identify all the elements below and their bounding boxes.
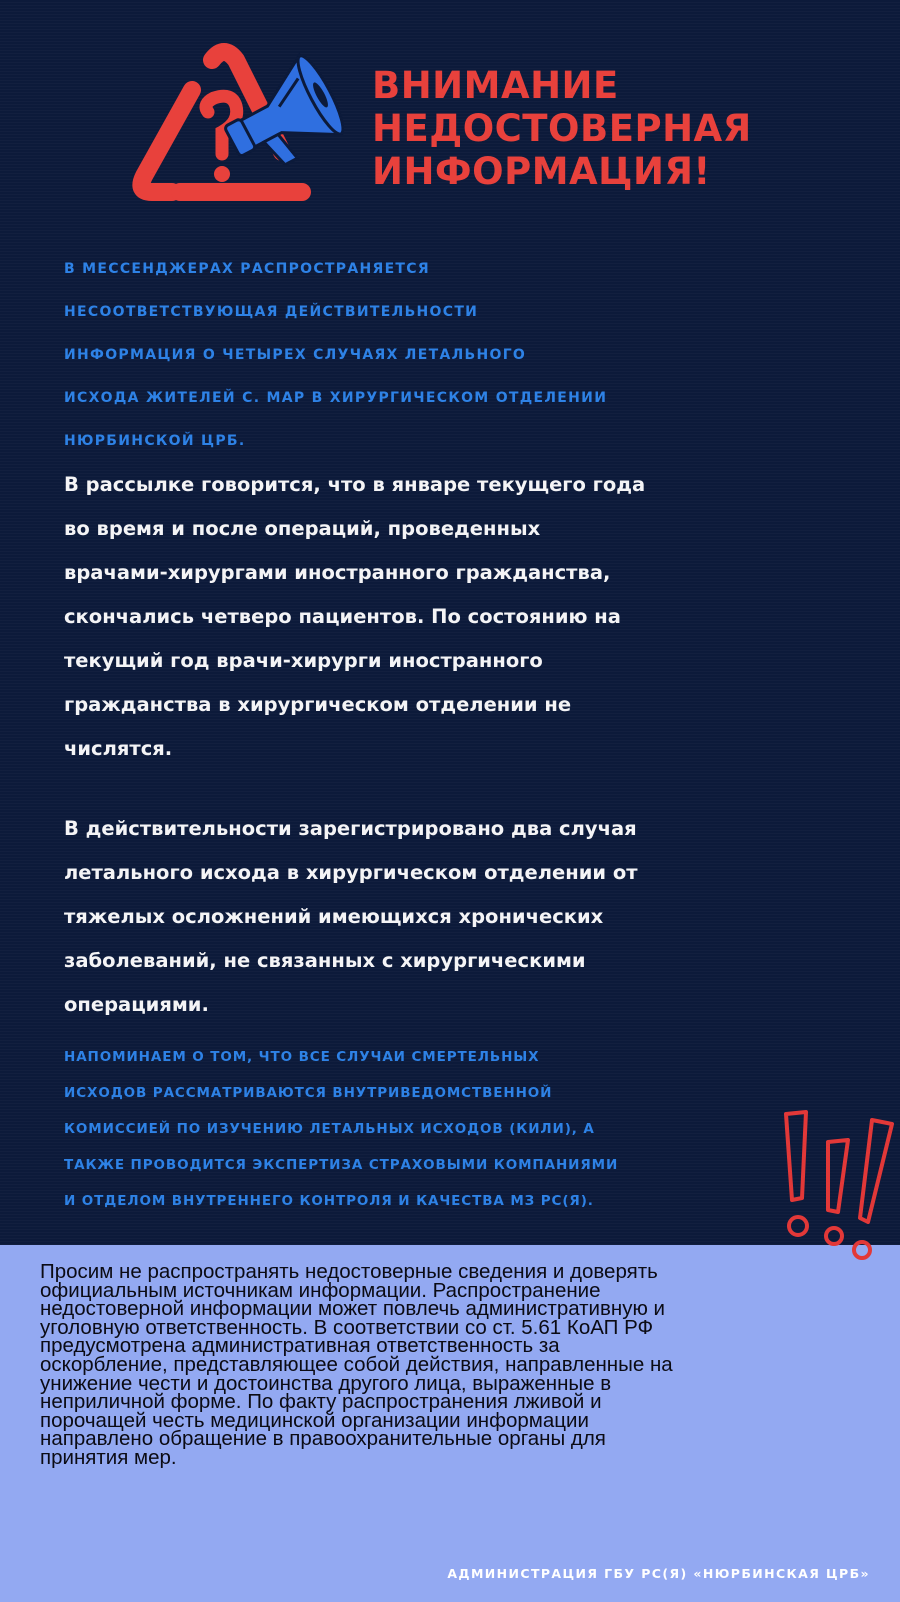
claim-line: скончались четверо пациентов. По состоянию на (64, 605, 621, 628)
reminder-line: КОМИССИЕЙ ПО ИЗУЧЕНИЮ ЛЕТАЛЬНЫХ ИСХОДОВ (КИЛИ), А (64, 1121, 595, 1137)
claim-line: числятся. (64, 737, 173, 760)
alert-title-line: НЕДОСТОВЕРНАЯ (372, 107, 752, 150)
intro-line: ИНФОРМАЦИЯ О ЧЕТЫРЕХ СЛУЧАЯХ ЛЕТАЛЬНОГО (64, 347, 527, 363)
notice-line: неприличной форме. По факту распространения лживой и (40, 1390, 602, 1414)
reminder-line: ТАКЖЕ ПРОВОДИТСЯ ЭКСПЕРТИЗА СТРАХОВЫМИ КОМПАНИЯМИ (64, 1157, 619, 1173)
fact-line: летального исхода в хирургическом отделении от (64, 861, 638, 884)
notice-line: унижение чести и достоинства другого лица, выраженные в (40, 1371, 612, 1395)
signature: АДМИНИСТРАЦИЯ ГБУ РС(Я) «НЮРБИНСКАЯ ЦРБ» (447, 1566, 870, 1581)
notice-line: принятия мер. (40, 1445, 177, 1469)
notice-line: порочащей честь медицинской организации информации (40, 1408, 589, 1432)
claim-line: текущий год врачи-хирурги иностранного (64, 649, 543, 672)
claim-line: В рассылке говорится, что в январе текущего года (64, 473, 646, 496)
exclamation-marks-icon (776, 1102, 900, 1262)
alert-title (372, 64, 752, 193)
claim-line: врачами-хирургами иностранного гражданства, (64, 561, 611, 584)
fact-line: В действительности зарегистрировано два случая (64, 817, 637, 840)
notice-line: уголовную ответственность. В соответствии со ст. 5.61 КоАП РФ (40, 1315, 654, 1339)
fact-line: заболеваний, не связанных с хирургическими (64, 949, 586, 972)
intro-line: В МЕССЕНДЖЕРАХ РАСПРОСТРАНЯЕТСЯ (64, 261, 430, 277)
reminder-line: ИСХОДОВ РАССМАТРИВАЮТСЯ ВНУТРИВЕДОМСТВЕННОЙ (64, 1085, 553, 1101)
reminder-line: НАПОМИНАЕМ О ТОМ, ЧТО ВСЕ СЛУЧАИ СМЕРТЕЛЬНЫХ (64, 1049, 540, 1065)
fact-line: тяжелых осложнений имеющихся хронических (64, 905, 604, 928)
reminder-statement (64, 1039, 618, 1219)
notice-line: предусмотрена административная ответственность за (40, 1334, 560, 1358)
notice-line: оскорбление, представляющее собой действия, направленные на (40, 1352, 673, 1376)
intro-line: ИСХОДА ЖИТЕЛЕЙ С. МАР В ХИРУРГИЧЕСКОМ ОТДЕЛЕНИИ (64, 390, 608, 406)
alert-title-line: ИНФОРМАЦИЯ! (372, 150, 711, 193)
intro-statement (64, 248, 607, 463)
notice-line: направлено обращение в правоохранительные органы для (40, 1427, 606, 1451)
alert-title-line: ВНИМАНИЕ (372, 64, 619, 107)
intro-line: НЮРБИНСКОЙ ЦРБ. (64, 433, 246, 449)
notice-line: Просим не распространять недостоверные сведения и доверять (40, 1260, 658, 1283)
intro-line: НЕСООТВЕТСТВУЮЩАЯ ДЕЙСТВИТЕЛЬНОСТИ (64, 304, 479, 320)
claim-line: гражданства в хирургическом отделении не (64, 693, 572, 716)
reminder-line: И ОТДЕЛОМ ВНУТРЕННЕГО КОНТРОЛЯ И КАЧЕСТВА МЗ РС(Я). (64, 1193, 594, 1209)
fact-line: операциями. (64, 993, 209, 1016)
notice-text (40, 1260, 673, 1469)
fact-paragraph (64, 807, 638, 1027)
claim-line: во время и после операций, проведенных (64, 517, 541, 540)
megaphone-warning-icon (132, 42, 344, 204)
claim-paragraph (64, 463, 645, 771)
notice-line: официальным источникам информации. Распространение (40, 1278, 601, 1302)
notice-line: недостоверной информации может повлечь административную и (40, 1297, 665, 1321)
